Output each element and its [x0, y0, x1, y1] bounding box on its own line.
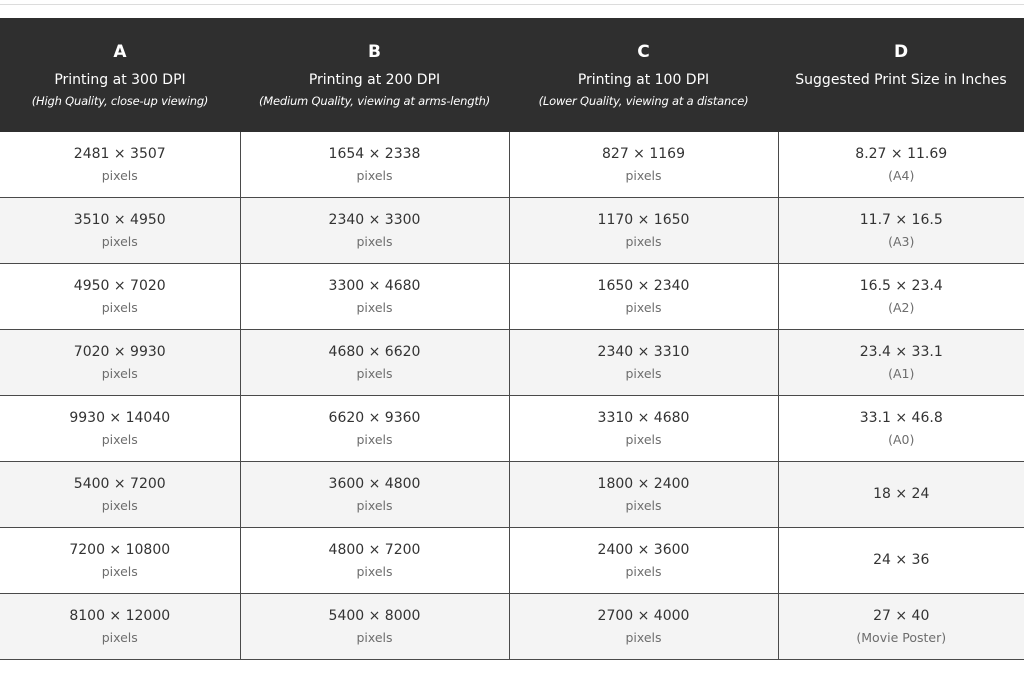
dimension-value: 7020 × 9930 — [73, 343, 166, 360]
unit-label: pixels — [356, 629, 393, 645]
unit-label: pixels — [356, 563, 393, 579]
table-row — [0, 528, 1024, 594]
table-row — [0, 330, 1024, 396]
dimension-value: 3310 × 4680 — [597, 409, 690, 426]
unit-label: pixels — [356, 497, 393, 513]
header-cell-a — [0, 18, 240, 132]
dimension-value: 5400 × 8000 — [328, 607, 421, 624]
unit-label: pixels — [356, 167, 393, 183]
cell-300dpi — [0, 264, 240, 330]
dimension-value: 1650 × 2340 — [597, 277, 690, 294]
size-note: (A1) — [888, 365, 915, 381]
unit-label: pixels — [625, 167, 662, 183]
dimension-value: 3510 × 4950 — [73, 211, 166, 228]
cell-200dpi — [240, 528, 509, 594]
table-row — [0, 594, 1024, 660]
unit-label: pixels — [625, 431, 662, 447]
table-row — [0, 132, 1024, 198]
dimension-value: 2481 × 3507 — [73, 145, 166, 162]
dimension-value: 4950 × 7020 — [73, 277, 166, 294]
unit-label: pixels — [356, 299, 393, 315]
dimension-value: 9930 × 14040 — [69, 409, 171, 426]
dimension-value: 11.7 × 16.5 — [859, 211, 943, 228]
dimension-value: 4680 × 6620 — [328, 343, 421, 360]
cell-100dpi — [509, 264, 778, 330]
table-body — [0, 132, 1024, 660]
dimension-value: 3600 × 4800 — [328, 475, 421, 492]
unit-label: pixels — [101, 431, 138, 447]
dimension-value: 23.4 × 33.1 — [859, 343, 943, 360]
unit-label: pixels — [625, 563, 662, 579]
unit-label: pixels — [625, 497, 662, 513]
cell-200dpi — [240, 396, 509, 462]
cell-100dpi — [509, 132, 778, 198]
unit-label: pixels — [625, 629, 662, 645]
table-header — [0, 18, 1024, 132]
table-row — [0, 462, 1024, 528]
cell-300dpi — [0, 132, 240, 198]
unit-label: pixels — [101, 497, 138, 513]
unit-label: pixels — [101, 629, 138, 645]
table-row — [0, 264, 1024, 330]
column-subtitle: (High Quality, close-up viewing) — [31, 94, 209, 108]
dimension-value: 3300 × 4680 — [328, 277, 421, 294]
unit-label: pixels — [101, 167, 138, 183]
cell-print-size — [778, 198, 1024, 264]
cell-200dpi — [240, 198, 509, 264]
dimension-value: 2700 × 4000 — [597, 607, 690, 624]
unit-label: pixels — [101, 299, 138, 315]
column-letter: A — [113, 42, 127, 62]
cell-print-size — [778, 264, 1024, 330]
header-cell-c — [509, 18, 778, 132]
dimension-value: 1800 × 2400 — [597, 475, 690, 492]
cell-100dpi — [509, 198, 778, 264]
cell-200dpi — [240, 594, 509, 660]
dimension-value: 5400 × 7200 — [73, 475, 166, 492]
column-title: Suggested Print Size in Inches — [795, 72, 1007, 88]
header-cell-b — [240, 18, 509, 132]
dimension-value: 2340 × 3310 — [597, 343, 690, 360]
dimension-value: 16.5 × 23.4 — [859, 277, 943, 294]
cell-100dpi — [509, 528, 778, 594]
column-subtitle: (Medium Quality, viewing at arms-length) — [258, 94, 491, 108]
cell-print-size — [778, 396, 1024, 462]
cell-100dpi — [509, 594, 778, 660]
cell-print-size — [778, 132, 1024, 198]
dimension-value: 1170 × 1650 — [597, 211, 690, 228]
cell-300dpi — [0, 396, 240, 462]
cell-200dpi — [240, 132, 509, 198]
dimension-value: 8.27 × 11.69 — [855, 145, 948, 162]
cell-print-size — [778, 528, 1024, 594]
column-letter: C — [637, 42, 650, 62]
column-title: Printing at 300 DPI — [54, 72, 186, 88]
header-cell-d — [778, 18, 1024, 132]
cell-300dpi — [0, 330, 240, 396]
unit-label: pixels — [356, 365, 393, 381]
dimension-value: 7200 × 10800 — [69, 541, 171, 558]
column-title: Printing at 200 DPI — [308, 72, 441, 88]
dimension-value: 33.1 × 46.8 — [859, 409, 943, 426]
size-note: (A4) — [888, 167, 915, 183]
header-row — [0, 18, 1024, 132]
cell-300dpi — [0, 198, 240, 264]
unit-label: pixels — [625, 365, 662, 381]
print-size-table — [0, 18, 1024, 660]
cell-200dpi — [240, 462, 509, 528]
cell-200dpi — [240, 330, 509, 396]
column-letter: B — [368, 42, 381, 62]
cell-300dpi — [0, 462, 240, 528]
dimension-value: 4800 × 7200 — [328, 541, 421, 558]
top-divider — [0, 4, 1024, 5]
table-row — [0, 198, 1024, 264]
cell-100dpi — [509, 330, 778, 396]
size-note: (Movie Poster) — [856, 629, 947, 645]
size-note: (A3) — [888, 233, 915, 249]
dimension-value: 6620 × 9360 — [328, 409, 421, 426]
size-note: (A2) — [888, 299, 915, 315]
column-title: Printing at 100 DPI — [577, 72, 710, 88]
dimension-value: 2340 × 3300 — [328, 211, 421, 228]
unit-label: pixels — [356, 431, 393, 447]
size-note: (A0) — [888, 431, 915, 447]
unit-label: pixels — [625, 233, 662, 249]
cell-100dpi — [509, 396, 778, 462]
dimension-value: 27 × 40 — [873, 607, 930, 624]
dimension-value: 8100 × 12000 — [69, 607, 171, 624]
cell-print-size — [778, 330, 1024, 396]
cell-200dpi — [240, 264, 509, 330]
unit-label: pixels — [356, 233, 393, 249]
unit-label: pixels — [101, 563, 138, 579]
dimension-value: 24 × 36 — [873, 552, 930, 568]
unit-label: pixels — [625, 299, 662, 315]
cell-300dpi — [0, 594, 240, 660]
dimension-value: 1654 × 2338 — [328, 145, 421, 162]
unit-label: pixels — [101, 365, 138, 381]
table-row — [0, 396, 1024, 462]
unit-label: pixels — [101, 233, 138, 249]
cell-300dpi — [0, 528, 240, 594]
column-subtitle: (Lower Quality, viewing at a distance) — [538, 94, 749, 108]
cell-print-size — [778, 462, 1024, 528]
dimension-value: 18 × 24 — [873, 486, 930, 502]
cell-100dpi — [509, 462, 778, 528]
dimension-value: 827 × 1169 — [602, 145, 685, 162]
dimension-value: 2400 × 3600 — [597, 541, 690, 558]
column-letter: D — [893, 42, 909, 62]
cell-print-size — [778, 594, 1024, 660]
